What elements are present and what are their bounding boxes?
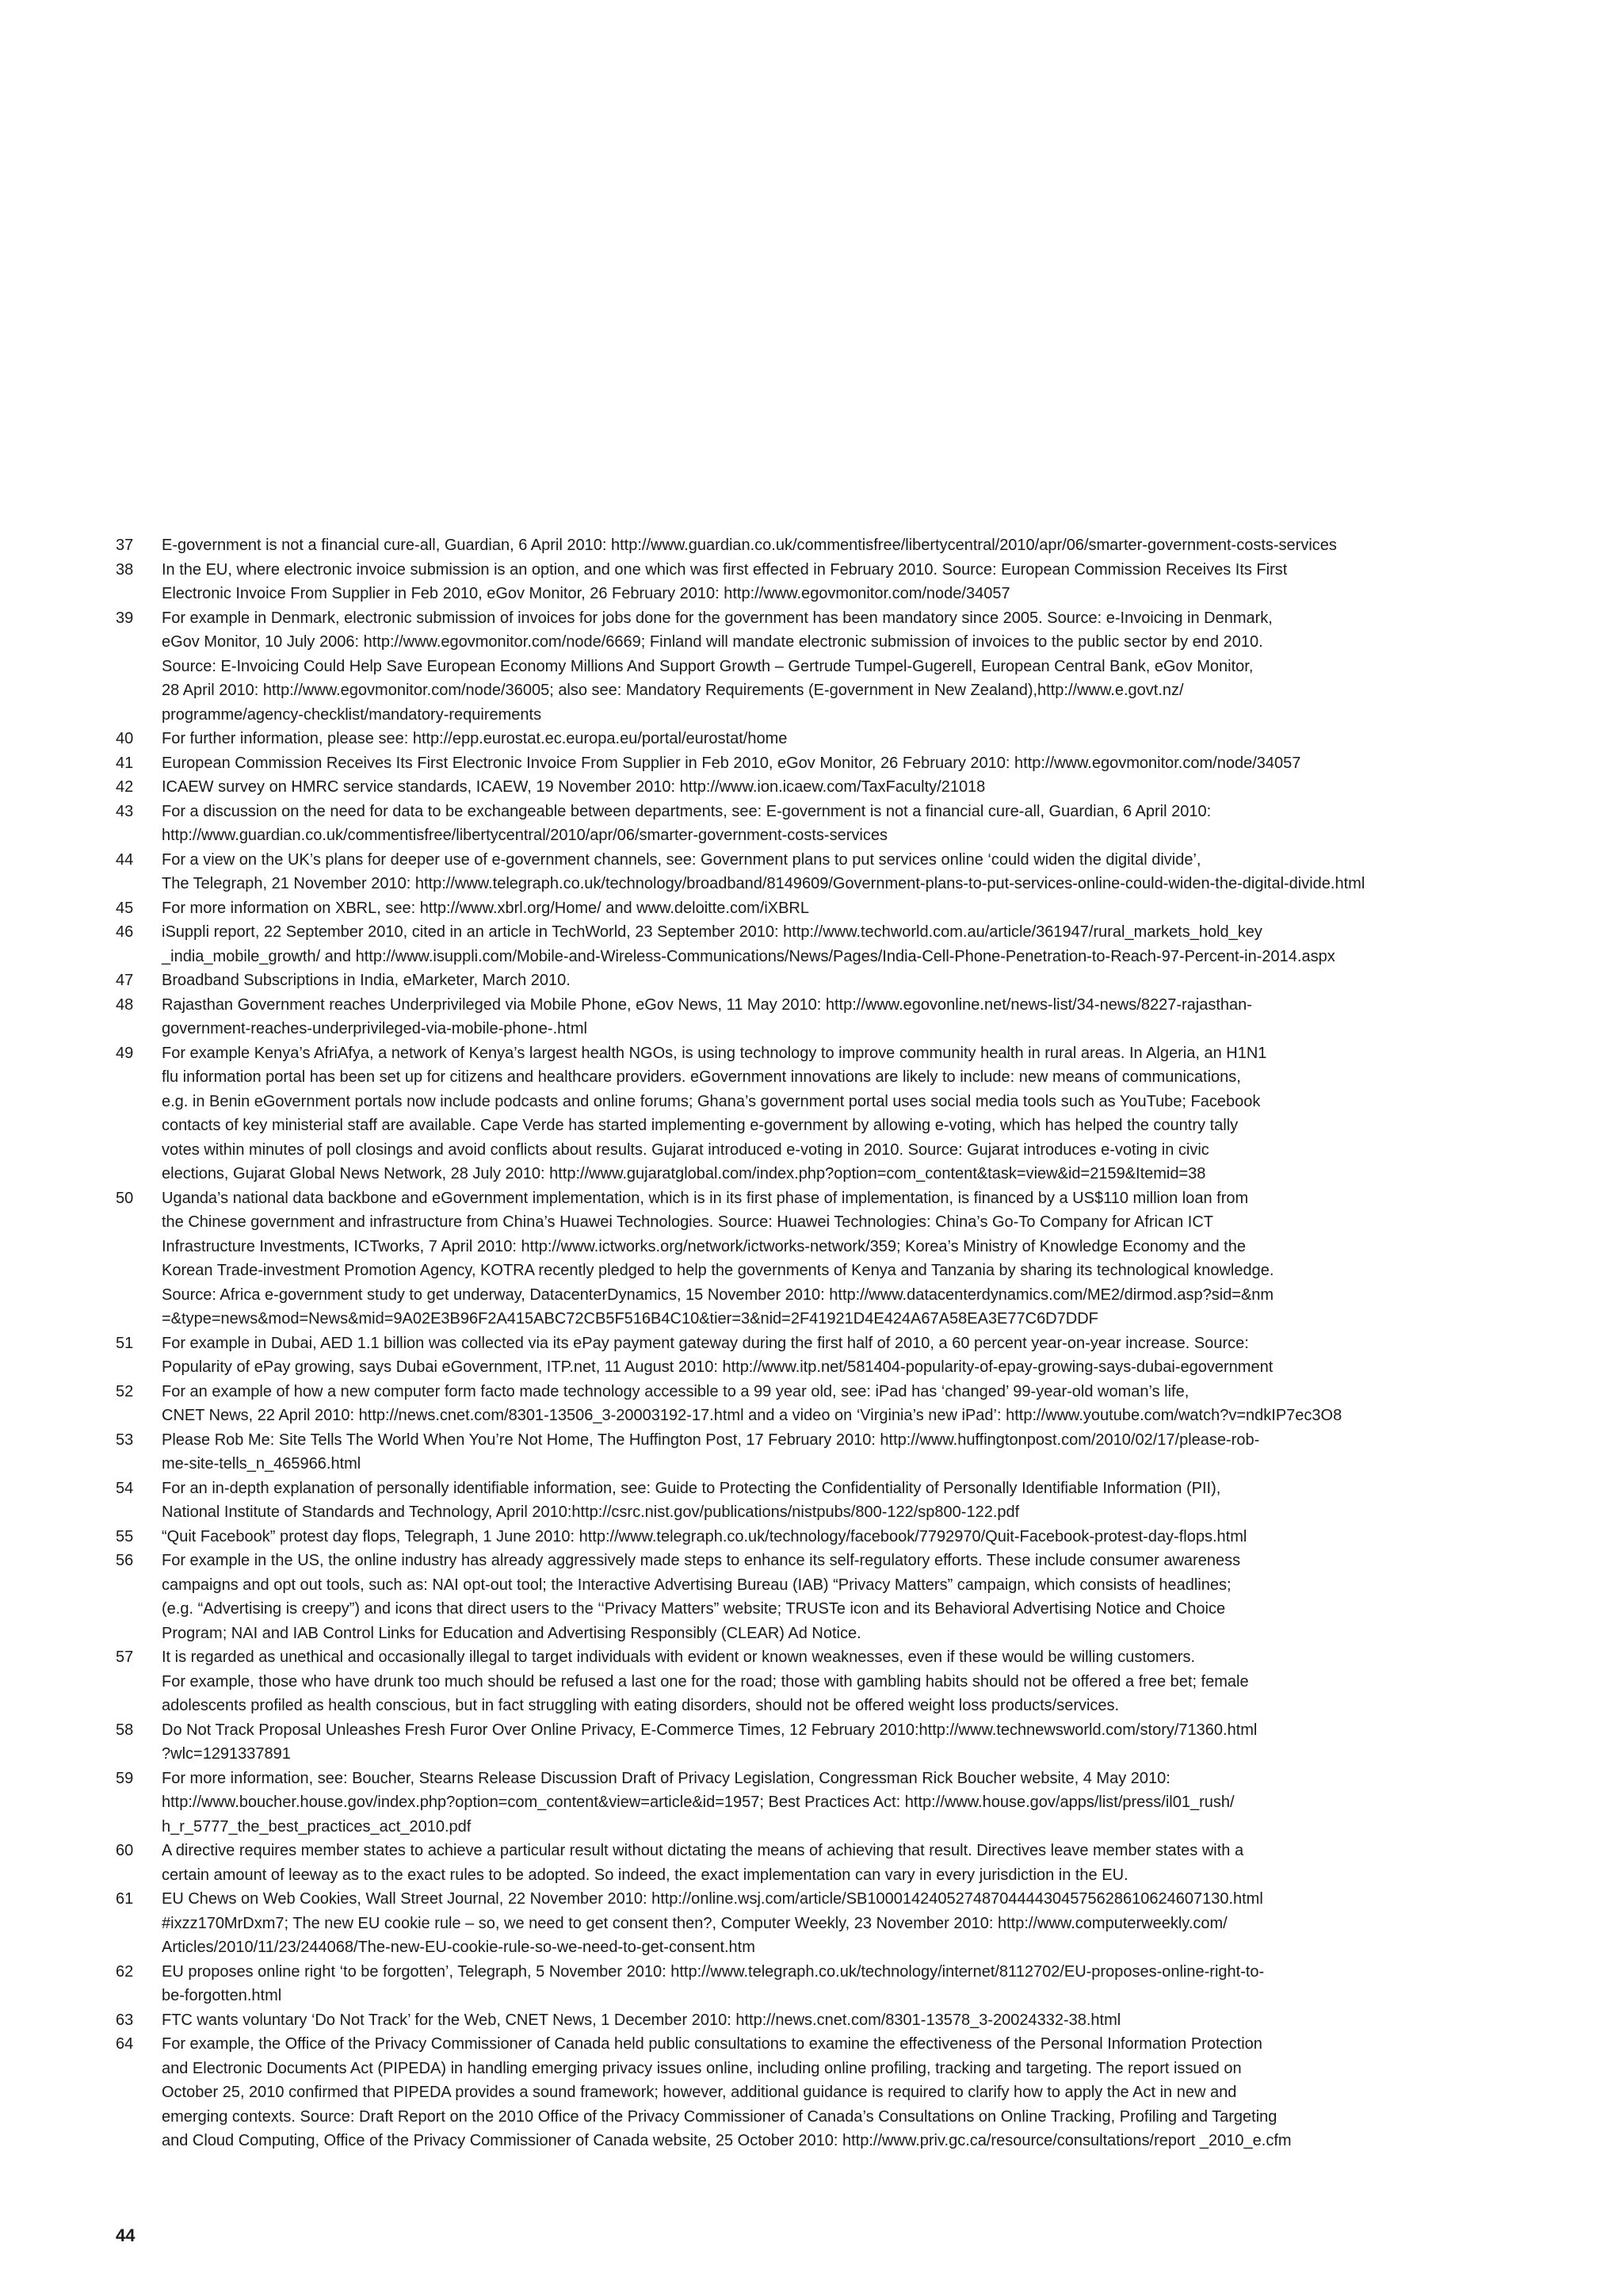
endnote-text: Broadband Subscriptions in India, eMarketer, March 2010. — [162, 972, 571, 989]
endnote-text: In the EU, where electronic invoice submission is an option, and one which was first effected in February 2010. Source: European Commission Receives Its First Electronic Invoice From Supplier in Feb 2010, eGov Monitor, 26 February 2010: http://www.egovmonitor.com/node/34057 — [162, 560, 1288, 602]
endnote-item — [116, 896, 1510, 921]
endnote-text: European Commission Receives Its First Electronic Invoice From Supplier in Feb 2010, eGov Monitor, 26 February 2010: http://www.egovmonitor.com/node/34057 — [162, 754, 1301, 772]
endnote-number: 42 — [116, 778, 134, 796]
endnote-text: For an example of how a new computer form facto made technology accessible to a 99 year old, see: iPad has ‘changed’ 99-year-old woman’s life, CNET News, 22 April 2010: http://news.cnet.com/8301-13506_3-20003192-17.html and a video on ‘Virginia’s new iPad’: http://www.youtube.com/watch?v=ndkIP7ec3O8 — [162, 1382, 1342, 1424]
endnote-item — [116, 1477, 1510, 1525]
endnote-number: 55 — [116, 1527, 134, 1545]
endnote-item — [116, 1549, 1510, 1645]
endnote-item — [116, 775, 1510, 800]
endnote-number: 45 — [116, 899, 134, 917]
endnote-text: For example in Dubai, AED 1.1 billion was collected via its ePay payment gateway during the first half of 2010, a 60 percent year-on-year increase. Source: Popularity of ePay growing, says Dubai eGovernment, ITP.net, 11 August 2010: http://www.itp.net/581404-popularity-of-epay-growing-says-dubai-egovernment — [162, 1334, 1274, 1376]
endnote-number: 38 — [116, 560, 134, 579]
endnote-item — [116, 1718, 1510, 1767]
endnote-item — [116, 558, 1510, 606]
endnote-number: 63 — [116, 2011, 134, 2029]
endnote-text: For example Kenya’s AfriAfya, a network of Kenya’s largest health NGOs, is using technology to improve community health in rural areas. In Algeria, an H1N1 flu information portal has been set up for citizens and healthcare providers. eGovernment innovations are likely to include: new means of communications, e.g. in Benin eGovernment portals now include podcasts and online forums; Ghana’s government portal uses social media tools such as YouTube; Facebook contacts of key ministerial staff are available. Cape Verde has started implementing e-government by allowing e-voting, which has helped the country tally votes within minutes of poll closings and avoid conflicts about results. Gujarat introduced e-voting in 2010. Source: Gujarat introduces e-voting in civic elections, Gujarat Global News Network, 28 July 2010: http://www.gujaratglobal.com/index.php?option=com_content&task=view&id=2159&Itemid=38 — [162, 1044, 1267, 1182]
endnote-text: For more information on XBRL, see: http://www.xbrl.org/Home/ and www.deloitte.com/iXBRL — [162, 899, 810, 917]
page-number: 44 — [116, 2225, 136, 2245]
endnote-text: For a view on the UK’s plans for deeper use of e-government channels, see: Government plans to put services online ‘could widen the digital divide’, The Telegraph, 21 November 2010: http://www.telegraph.co.uk/technology/broadband/8149609/Government-plans-to-put-services-online-could-widen-the-digital-divide.html — [162, 850, 1365, 892]
endnote-item — [116, 606, 1510, 728]
endnote-text: Rajasthan Government reaches Underprivileged via Mobile Phone, eGov News, 11 May 2010: http://www.egovonline.net/news-list/34-news/8227-rajasthan- government-reaches-underprivileged-via-mobile-phone-.html — [162, 995, 1252, 1037]
endnote-item — [116, 1331, 1510, 1380]
endnote-text: For example in Denmark, electronic submission of invoices for jobs done for the government has been mandatory since 2005. Source: e-Invoicing in Denmark, eGov Monitor, 10 July 2006: http://www.egovmonitor.com/node/6669; Finland will mandate electronic submission of invoices to the public sector by end 2010. Source: E-Invoicing Could Help Save European Economy Millions And Support Growth – Gertrude Tumpel-Gugerell, European Central Bank, eGov Monitor, 28 April 2010: http://www.egovmonitor.com/node/36005; also see: Mandatory Requirements (E-government in New Zealand),http://www.e.govt.nz/ programme/agency-checklist/mandatory-requirements — [162, 609, 1273, 724]
endnote-item — [116, 1767, 1510, 1839]
endnote-number: 56 — [116, 1552, 134, 1569]
endnote-text: For an in-depth explanation of personally identifiable information, see: Guide to Protecting the Confidentiality of Personally Identifiable Information (PII), National Institute of Standards and Technology, April 2010:http://csrc.nist.gov/publications/nistpubs/800-122/sp800-122.pdf — [162, 1479, 1221, 1521]
endnote-number: 46 — [116, 923, 134, 941]
endnote-item — [116, 1428, 1510, 1477]
endnote-number: 58 — [116, 1721, 134, 1739]
endnote-text: A directive requires member states to achieve a particular result without dictating the means of achieving that result. Directives leave member states with a certain amount of leeway as to the exact rules to be adopted. So indeed, the exact implementation can vary in every jurisdiction in the EU. — [162, 1842, 1244, 1884]
endnote-number: 62 — [116, 1962, 134, 1981]
endnote-item — [116, 920, 1510, 968]
endnote-item — [116, 800, 1510, 848]
endnote-text: iSuppli report, 22 September 2010, cited in an article in TechWorld, 23 September 2010: http://www.techworld.com.au/article/361947/rural_markets_hold_key _india_mobile_growth/ and http://www.isuppli.com/Mobile-and-Wireless-Communications/News/Pages/India-Cell-Phone-Penetration-to-Reach-97-Percent-in-2014.aspx — [162, 923, 1335, 965]
endnote-number: 59 — [116, 1769, 134, 1787]
endnote-text: “Quit Facebook” protest day flops, Telegraph, 1 June 2010: http://www.telegraph.co.uk/technology/facebook/7792970/Quit-Facebook-protest-day-flops.html — [162, 1527, 1247, 1545]
endnote-item — [116, 1887, 1510, 1960]
endnote-text: Uganda’s national data backbone and eGovernment implementation, which is in its first phase of implementation, is financed by a US$110 million loan from the Chinese government and infrastructure from China’s Huawei Technologies. Source: Huawei Technologies: China’s Go-To Company for African ICT Infrastructure Investments, ICTworks, 7 April 2010: http://www.ictworks.org/network/ictworks-network/359; Korea’s Ministry of Knowledge Economy and the Korean Trade-investment Promotion Agency, KOTRA recently pledged to help the governments of Kenya and Tanzania by sharing its technological knowledge. Source: Africa e-government study to get underway, DatacenterDynamics, 15 November 2010: http://www.datacenterdynamics.com/ME2/dirmod.asp?sid=&nm =&type=news&mod=News&mid=9A02E3B96F2A415ABC72CB5F516B4C10&tier=3&nid=2F41921D4E424A67A58EA3E77C6D7DDF — [162, 1189, 1274, 1328]
endnote-item — [116, 2008, 1510, 2033]
endnote-item — [116, 1380, 1510, 1428]
endnote-text: Please Rob Me: Site Tells The World When You’re Not Home, The Huffington Post, 17 February 2010: http://www.huffingtonpost.com/2010/02/17/please-rob- me-site-tells_n_465966.html — [162, 1431, 1260, 1473]
endnote-number: 41 — [116, 754, 134, 772]
endnote-item — [116, 533, 1510, 558]
endnote-item — [116, 2032, 1510, 2153]
endnote-number: 44 — [116, 850, 134, 869]
endnote-item — [116, 1839, 1510, 1887]
endnote-number: 53 — [116, 1431, 134, 1449]
endnote-text: ICAEW survey on HMRC service standards, ICAEW, 19 November 2010: http://www.ion.icaew.com/TaxFaculty/21018 — [162, 778, 986, 796]
endnote-item — [116, 848, 1510, 896]
endnote-number: 43 — [116, 802, 134, 820]
endnote-text: EU Chews on Web Cookies, Wall Street Journal, 22 November 2010: http://online.wsj.com/article/SB10001424052748704444304575628610624607130.html #ixzz170MrDxm7; The new EU cookie rule – so, we need to get consent then?, Computer Weekly, 23 November 2010: http://www.computerweekly.com/ Articles/2010/11/23/244068/The-new-EU-cookie-rule-so-we-need-to-get-consent.htm — [162, 1890, 1263, 1956]
endnote-item — [116, 968, 1510, 993]
endnote-number: 60 — [116, 1842, 134, 1859]
endnote-item — [116, 727, 1510, 751]
endnote-item — [116, 751, 1510, 776]
endnote-number: 57 — [116, 1648, 134, 1666]
endnote-number: 54 — [116, 1479, 134, 1497]
endnote-text: FTC wants voluntary ‘Do Not Track’ for the Web, CNET News, 1 December 2010: http://news.cnet.com/8301-13578_3-20024332-38.html — [162, 2011, 1121, 2029]
endnote-item — [116, 1525, 1510, 1549]
endnote-item — [116, 1960, 1510, 2008]
endnote-text: For further information, please see: http://epp.eurostat.ec.europa.eu/portal/eurostat/home — [162, 730, 788, 747]
endnote-text: Do Not Track Proposal Unleashes Fresh Furor Over Online Privacy, E-Commerce Times, 12 February 2010:http://www.technewsworld.com/story/71360.html ?wlc=1291337891 — [162, 1721, 1258, 1763]
endnote-text: EU proposes online right ‘to be forgotten’, Telegraph, 5 November 2010: http://www.telegraph.co.uk/technology/internet/8112702/EU-proposes-online-right-to- be-forgotten.html — [162, 1962, 1265, 2004]
endnote-text: For a discussion on the need for data to be exchangeable between departments, see: E-government is not a financial cure-all, Guardian, 6 April 2010: http://www.guardian.co.uk/commentisfree/libertycentral/2010/apr/06/smarter-government-costs-services — [162, 802, 1212, 844]
endnote-item — [116, 1041, 1510, 1186]
endnote-item — [116, 1645, 1510, 1718]
endnote-number: 61 — [116, 1890, 134, 1908]
endnote-number: 47 — [116, 972, 134, 989]
endnote-text: It is regarded as unethical and occasionally illegal to target individuals with evident or known weaknesses, even if these would be willing customers. For example, those who have drunk too much should be refused a last one for the road; those with gambling habits should not be offered a free bet; female adolescents profiled as health conscious, but in fact struggling with eating disorders, should not be offered weight loss products/services. — [162, 1648, 1249, 1714]
endnote-number: 48 — [116, 995, 134, 1014]
endnote-number: 51 — [116, 1334, 134, 1352]
endnote-text: For example in the US, the online industry has already aggressively made steps to enhance its self-regulatory efforts. These include consumer awareness campaigns and opt out tools, such as: NAI opt-out tool; the Interactive Advertising Bureau (IAB) “Privacy Matters” campaign, which consists of headlines; (e.g. “Advertising is creepy”) and icons that direct users to the ‘‘Privacy Matters” website; TRUSTe icon and its Behavioral Advertising Notice and Choice Program; NAI and IAB Control Links for Education and Advertising Responsibly (CLEAR) Ad Notice. — [162, 1552, 1241, 1642]
endnote-item — [116, 993, 1510, 1041]
endnote-text: E-government is not a financial cure-all, Guardian, 6 April 2010: http://www.guardian.co.uk/commentisfree/libertycentral/2010/apr/06/smarter-government-costs-services — [162, 537, 1337, 554]
endnote-number: 49 — [116, 1044, 134, 1062]
endnote-text: For more information, see: Boucher, Stearns Release Discussion Draft of Privacy Legislation, Congressman Rick Boucher website, 4 May 2010: http://www.boucher.house.gov/index.php?option=com_content&view=article&id=1957; Best Practices Act: http://www.house.gov/apps/list/press/il01_rush/ h_r_5777_the_best_practices_act_2010.pdf — [162, 1769, 1235, 1836]
endnote-number: 50 — [116, 1189, 134, 1207]
endnotes-list — [116, 533, 1510, 2153]
endnote-number: 37 — [116, 537, 134, 554]
endnote-number: 52 — [116, 1382, 134, 1400]
endnote-number: 64 — [116, 2035, 134, 2053]
endnote-text: For example, the Office of the Privacy Commissioner of Canada held public consultations to examine the effectiveness of the Personal Information Protection and Electronic Documents Act (PIPEDA) in handling emerging privacy issues online, including online profiling, tracking and targeting. The report issued on October 25, 2010 confirmed that PIPEDA provides a sound framework; however, additional guidance is required to clarify how to apply the Act in new and emerging contexts. Source: Draft Report on the 2010 Office of the Privacy Commissioner of Canada’s Consultations on Online Tracking, Profiling and Targeting and Cloud Computing, Office of the Privacy Commissioner of Canada website, 25 October 2010: http://www.priv.gc.ca/resource/consultations/report _2010_e.cfm — [162, 2035, 1292, 2149]
endnote-number: 39 — [116, 609, 134, 627]
endnote-item — [116, 1186, 1510, 1331]
endnote-number: 40 — [116, 730, 134, 747]
